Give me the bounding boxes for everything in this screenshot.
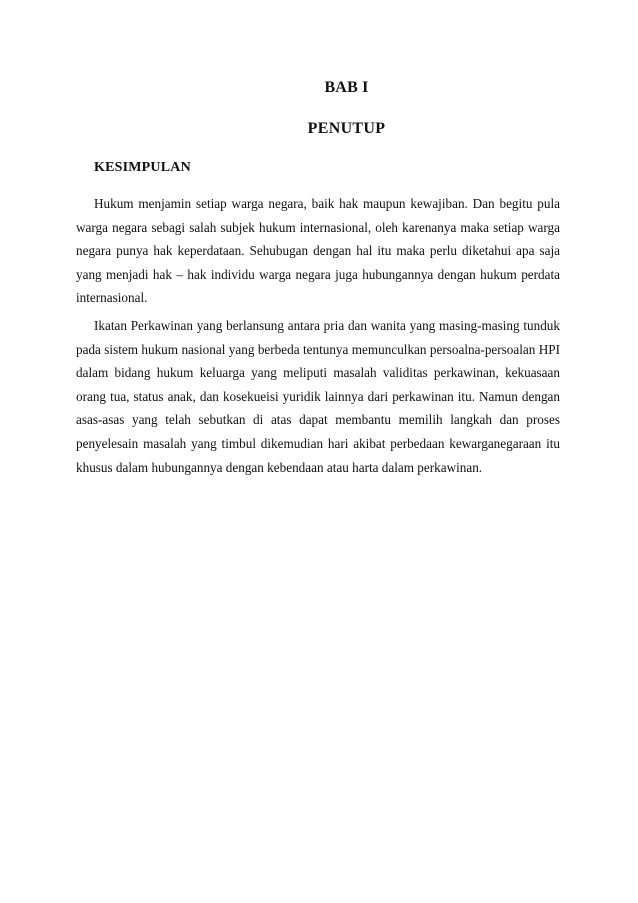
chapter-title: PENUTUP: [307, 120, 386, 137]
paragraph-1: Hukum menjamin setiap warga negara, baik hak maupun kewajiban. Dan begitu pula warga negara sebagi salah subjek hukum internasional, oleh karenanya maka setiap warga negara punya hak keperdataan. Sehubugan dengan hal itu maka perlu diketahui apa saja yang menjadi hak – hak individu warga negara juga hubungannya dengan hukum perdata internasional.: [76, 196, 560, 306]
chapter-number: BAB I: [324, 79, 369, 96]
paragraph-2: Ikatan Perkawinan yang berlansung antara pria dan wanita yang masing-masing tunduk pada sistem hukum nasional yang berbeda tentunya memunculkan persoalna-persoalan HPI dalam bidang hukum keluarga yang meliputi masalah validitas perkawinan, kekuasaan orang tua, status anak, dan kosekueisi yuridik lainnya dari perkawinan itu. Namun dengan asas-asas yang telah sebutkan di atas dapat membantu memilih langkah dan proses penyelesain masalah yang timbul dikemudian hari akibat perbedaan kewarganegaraan itu khusus dalam hubungannya dengan kebendaan atau harta dalam perkawinan.: [76, 318, 560, 475]
section-heading: KESIMPULAN: [94, 160, 191, 175]
